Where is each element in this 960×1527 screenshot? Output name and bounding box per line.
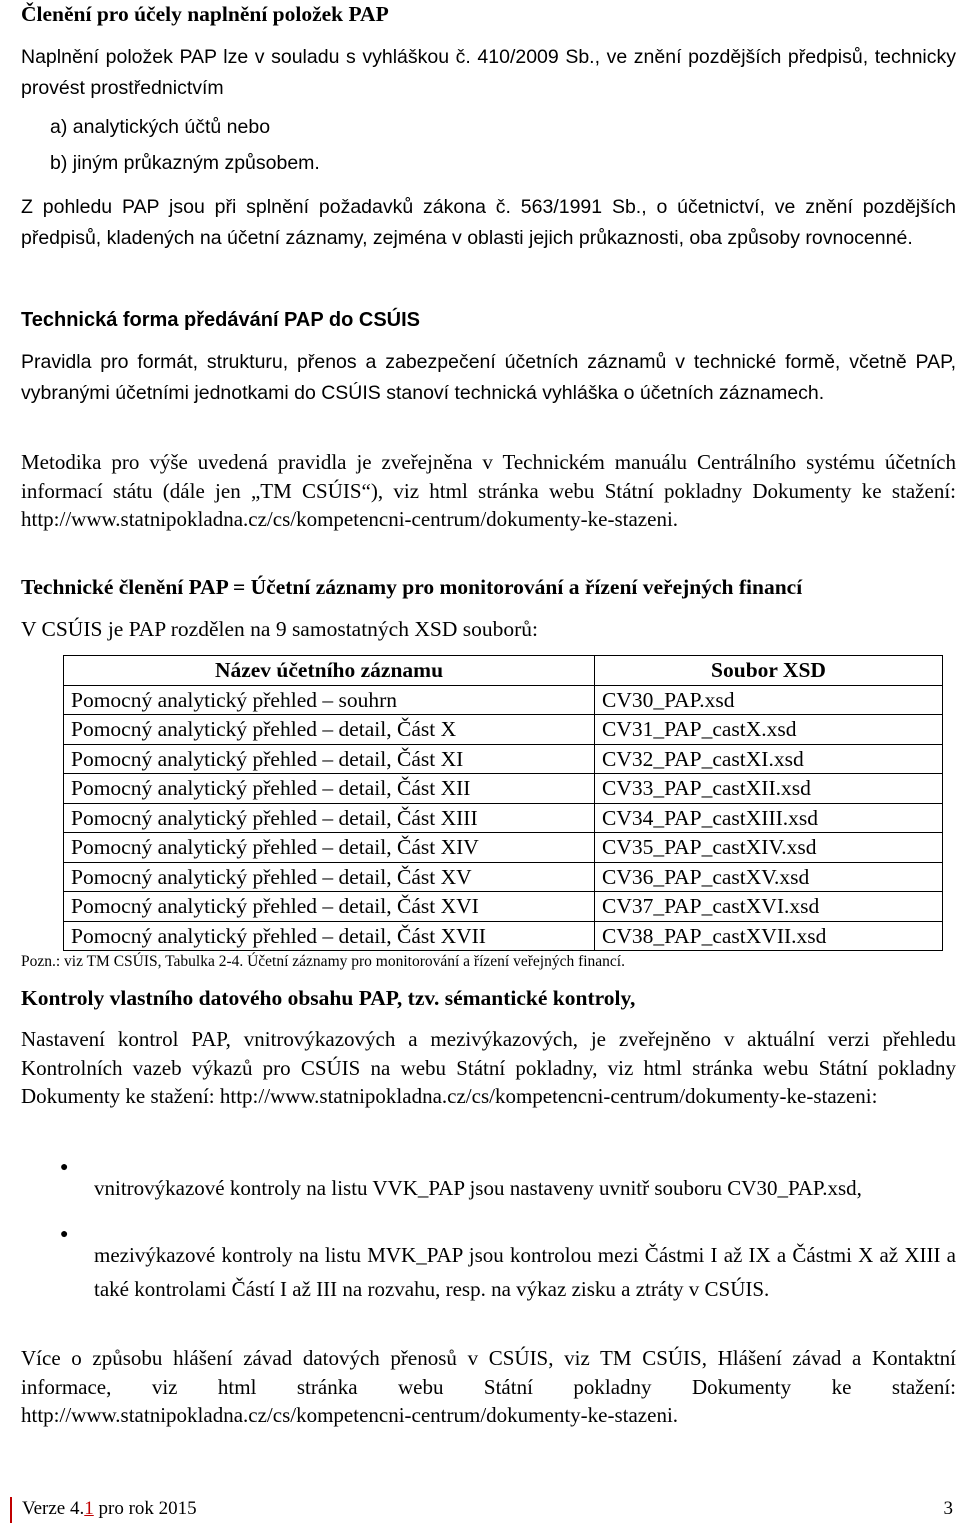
record-name-cell: Pomocný analytický přehled – souhrn <box>64 685 595 715</box>
table-row <box>64 862 943 892</box>
record-name-cell: Pomocný analytický přehled – detail, Část XVI <box>64 892 595 922</box>
table-row <box>64 833 943 863</box>
option-a: a) analytických účtů nebo <box>50 116 271 138</box>
table-header-row <box>64 656 943 686</box>
table-row <box>64 892 943 922</box>
table-row <box>64 715 943 745</box>
record-name-cell: Pomocný analytický přehled – detail, Část XI <box>64 744 595 774</box>
section-heading-clenen: Členění pro účely naplnění položek PAP <box>21 2 389 26</box>
record-name-cell: Pomocný analytický přehled – detail, Část XV <box>64 862 595 892</box>
bullet-icon: ● <box>60 1160 69 1175</box>
list-item: mezivýkazové kontroly na listu MVK_PAP jsou kontrolou mezi Částmi I až IX a Částmi X až XIII a také kontrolami Částí I až III na rozvahu, resp. na výkaz zisku a ztráty v CSÚIS. <box>94 1243 956 1301</box>
record-name-cell: Pomocný analytický přehled – detail, Část XVII <box>64 921 595 951</box>
footer-version <box>22 1498 197 1520</box>
section-heading-kontroly: Kontroly vlastního datového obsahu PAP, tzv. sémantické kontroly, <box>21 986 636 1010</box>
record-name-cell: Pomocný analytický přehled – detail, Část XII <box>64 774 595 804</box>
section-heading-technicke-cleneni: Technické členění PAP = Účetní záznamy pro monitorování a řízení veřejných financí <box>21 575 803 599</box>
section-heading-technicka-forma: Technická forma předávání PAP do CSÚIS <box>21 309 421 331</box>
xsd-file-cell: CV30_PAP.xsd <box>595 685 943 715</box>
table-row <box>64 774 943 804</box>
xsd-file-cell: CV36_PAP_castXV.xsd <box>595 862 943 892</box>
methodology-paragraph: Metodika pro výše uvedená pravidla je zveřejněna v Technickém manuálu Centrálního systému účetních informací státu (dále jen „TM CSÚIS“), viz html stránka webu Státní pokladny Dokumenty ke stažení: http://www.statnipokladna.cz/cs/kompetencni-centrum/dokumenty-ke-stazeni. <box>21 450 956 531</box>
list-item: vnitrovýkazové kontroly na listu VVK_PAP jsou nastaveny uvnitř souboru CV30_PAP.xsd, <box>94 1176 862 1200</box>
table-row <box>64 921 943 951</box>
bullet-icon: ● <box>60 1227 69 1242</box>
xsd-file-cell: CV33_PAP_castXII.xsd <box>595 774 943 804</box>
xsd-file-cell: CV31_PAP_castX.xsd <box>595 715 943 745</box>
option-b: b) jiným průkazným způsobem. <box>50 152 320 174</box>
intro-paragraph: Naplnění položek PAP lze v souladu s vyhláškou č. 410/2009 Sb., ve znění pozdějších předpisů, technicky provést prostřednictvím <box>21 46 956 99</box>
rules-paragraph: Pravidla pro formát, strukturu, přenos a zabezpečení účetních záznamů v technické formě, včetně PAP, vybranými účetními jednotkami do CSÚIS stanoví technická vyhláška o účetních záznamech. <box>21 351 956 404</box>
xsd-intro: V CSÚIS je PAP rozdělen na 9 samostatných XSD souborů: <box>21 617 538 641</box>
equivalence-paragraph: Z pohledu PAP jsou při splnění požadavků zákona č. 563/1991 Sb., o účetnictví, ve znění pozdějších předpisů, kladených na účetní záznamy, zejména v oblasti jejich průkaznosti, oba způsoby rovnocenné. <box>21 196 956 249</box>
xsd-file-cell: CV37_PAP_castXVI.xsd <box>595 892 943 922</box>
record-name-cell: Pomocný analytický přehled – detail, Část XIV <box>64 833 595 863</box>
controls-paragraph: Nastavení kontrol PAP, vnitrovýkazových a mezivýkazových, je zveřejněno v aktuální verzi přehledu Kontrolních vazeb výkazů pro CSÚIS na webu Státní pokladny, viz html stránka webu Státní pokladny Dokumenty ke stažení: http://www.statnipokladna.cz/cs/kompetencni-centrum/dokumenty-ke-stazeni: <box>21 1027 956 1108</box>
error-reporting-paragraph: Více o způsobu hlášení závad datových přenosů v CSÚIS, viz TM CSÚIS, Hlášení závad a Kontaktní informace, viz html stránka webu Státní pokladny Dokumenty ke stažení: http://www.statnipokladna.cz/cs/kompetencni-centrum/dokumenty-ke-stazeni. <box>21 1346 956 1427</box>
column-header: Soubor XSD <box>595 656 943 686</box>
version-minor: 1 <box>84 1498 94 1519</box>
xsd-file-cell: CV35_PAP_castXIV.xsd <box>595 833 943 863</box>
version-suffix: pro rok 2015 <box>93 1498 197 1519</box>
table-row <box>64 744 943 774</box>
xsd-file-cell: CV34_PAP_castXIII.xsd <box>595 803 943 833</box>
xsd-file-cell: CV38_PAP_castXVII.xsd <box>595 921 943 951</box>
table-row <box>64 685 943 715</box>
page-number: 3 <box>943 1498 953 1519</box>
table-row <box>64 803 943 833</box>
table-note: Pozn.: viz TM CSÚIS, Tabulka 2-4. Účetní záznamy pro monitorování a řízení veřejných financí. <box>21 953 625 970</box>
revision-bar <box>10 1497 12 1523</box>
xsd-table <box>63 655 943 951</box>
column-header: Název účetního záznamu <box>64 656 595 686</box>
xsd-file-cell: CV32_PAP_castXI.xsd <box>595 744 943 774</box>
record-name-cell: Pomocný analytický přehled – detail, Část XIII <box>64 803 595 833</box>
record-name-cell: Pomocný analytický přehled – detail, Část X <box>64 715 595 745</box>
version-prefix: Verze 4. <box>22 1498 85 1519</box>
